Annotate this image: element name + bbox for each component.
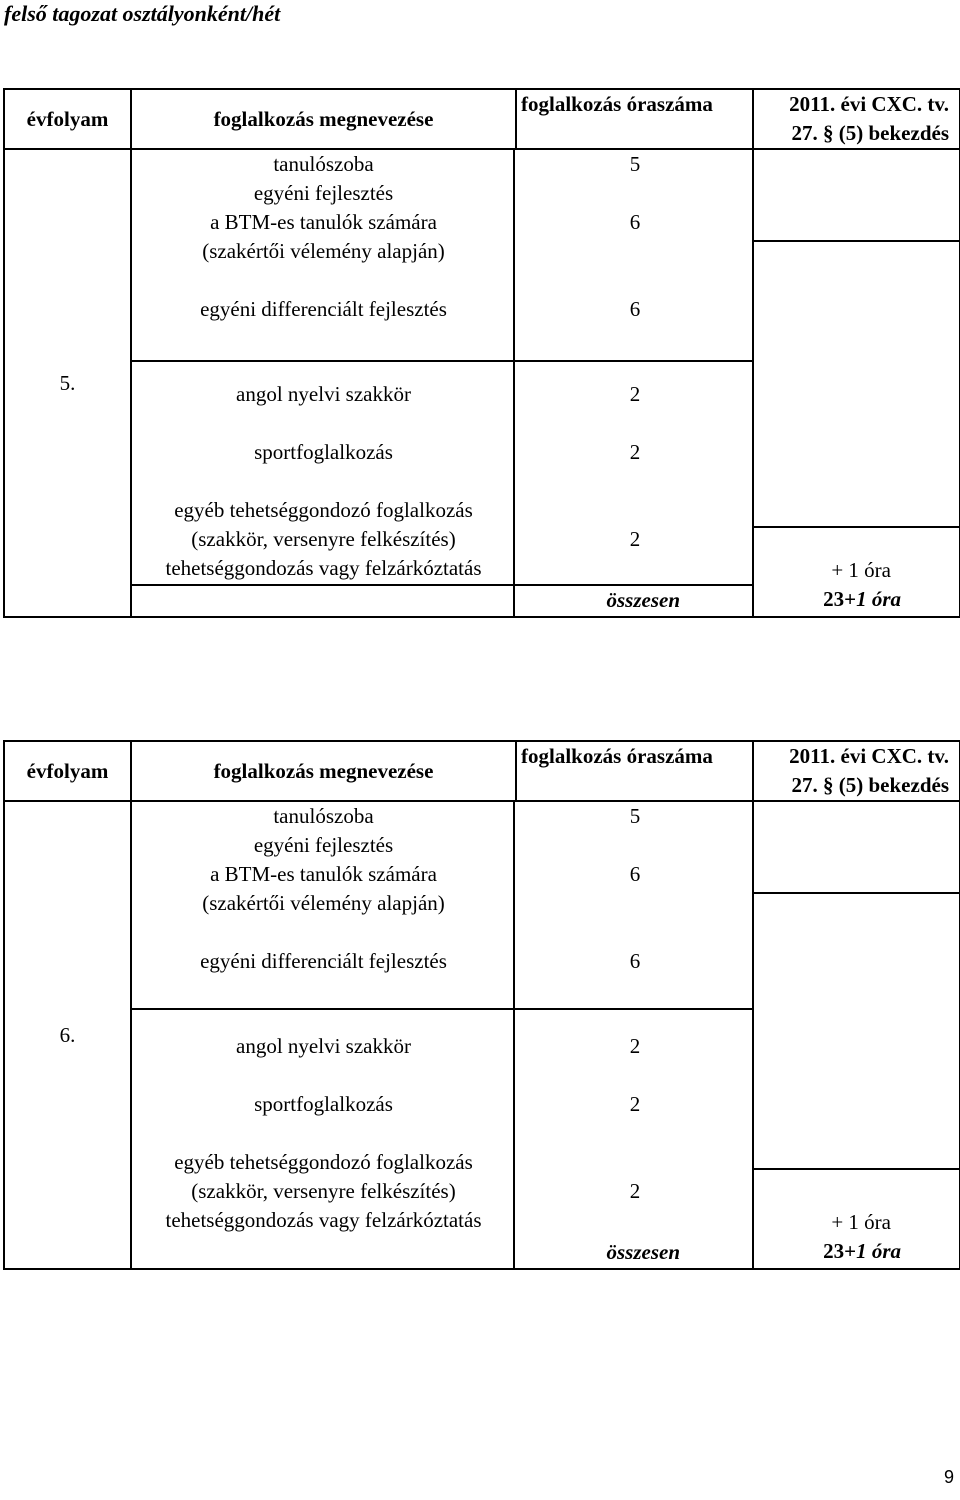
table-header-row: [4, 741, 960, 801]
list-item: egyéni differenciált fejlesztés 6: [200, 297, 641, 321]
list-item: egyéni fejlesztés a BTM-es tanulók számára (szakértői vélemény alapján) 6: [202, 833, 641, 915]
header-name: foglalkozás megnevezése: [131, 741, 516, 801]
grade-label: 5.: [59, 370, 76, 395]
column-divider: [513, 150, 515, 616]
divider: [754, 526, 959, 528]
list-item: egyéb tehetséggondozó foglalkozás (szakkör, versenyre felkészítés) 2: [174, 498, 641, 551]
list-item: angol nyelvi szakkör 2: [236, 382, 641, 406]
list-item: sportfoglalkozás 2: [254, 440, 641, 464]
extra-hour: + 1 óra: [831, 558, 891, 582]
schedule-table-grade-6: [3, 740, 960, 1270]
total-row: [132, 586, 752, 616]
page-title: felső tagozat osztályonként/hét: [4, 1, 281, 26]
header-hours: foglalkozás óraszáma: [516, 741, 753, 801]
schedule-table-grade-5: [3, 88, 960, 618]
list-item: tanulószoba 5: [273, 804, 641, 828]
activities-cell: [131, 149, 753, 617]
divider: [754, 240, 959, 242]
table-body-row: [4, 149, 960, 617]
list-item: sportfoglalkozás 2: [254, 1092, 641, 1116]
list-item: egyéni differenciált fejlesztés 6: [200, 949, 641, 973]
header-hours: foglalkozás óraszáma: [516, 89, 753, 149]
list-item: tanulószoba 5: [273, 152, 641, 176]
law-cell: [753, 149, 960, 617]
divider: [132, 1008, 752, 1010]
grade-cell: [4, 801, 131, 1269]
grade-label: 6.: [59, 1022, 76, 1047]
divider: [132, 360, 752, 362]
header-name: foglalkozás megnevezése: [131, 89, 516, 149]
header-law: 2011. évi CXC. tv. 27. § (5) bekezdés: [753, 89, 960, 149]
list-item: egyéb tehetséggondozó foglalkozás (szakkör, versenyre felkészítés) 2: [174, 1150, 641, 1203]
total-value: 23+1 óra: [823, 587, 901, 611]
list-item: tehetséggondozás vagy felzárkóztatás: [165, 1208, 482, 1232]
divider: [754, 1168, 959, 1170]
table-body-row: [4, 801, 960, 1269]
grade-cell: [4, 149, 131, 617]
extra-hour: + 1 óra: [831, 1210, 891, 1234]
divider: [754, 892, 959, 894]
law-cell: [753, 801, 960, 1269]
header-law: 2011. évi CXC. tv. 27. § (5) bekezdés: [753, 741, 960, 801]
page-number: 9: [943, 1467, 954, 1487]
total-label: összesen: [606, 588, 680, 612]
column-divider: [513, 802, 515, 1268]
list-item: angol nyelvi szakkör 2: [236, 1034, 641, 1058]
list-item: tehetséggondozás vagy felzárkóztatás: [165, 556, 482, 580]
total-row: [132, 1238, 752, 1268]
table-header-row: [4, 89, 960, 149]
header-year: évfolyam: [4, 89, 131, 149]
header-year: évfolyam: [4, 741, 131, 801]
activities-cell: [131, 801, 753, 1269]
total-value: 23+1 óra: [823, 1239, 901, 1263]
list-item: egyéni fejlesztés a BTM-es tanulók számára (szakértői vélemény alapján) 6: [202, 181, 641, 263]
total-label: összesen: [606, 1240, 680, 1264]
